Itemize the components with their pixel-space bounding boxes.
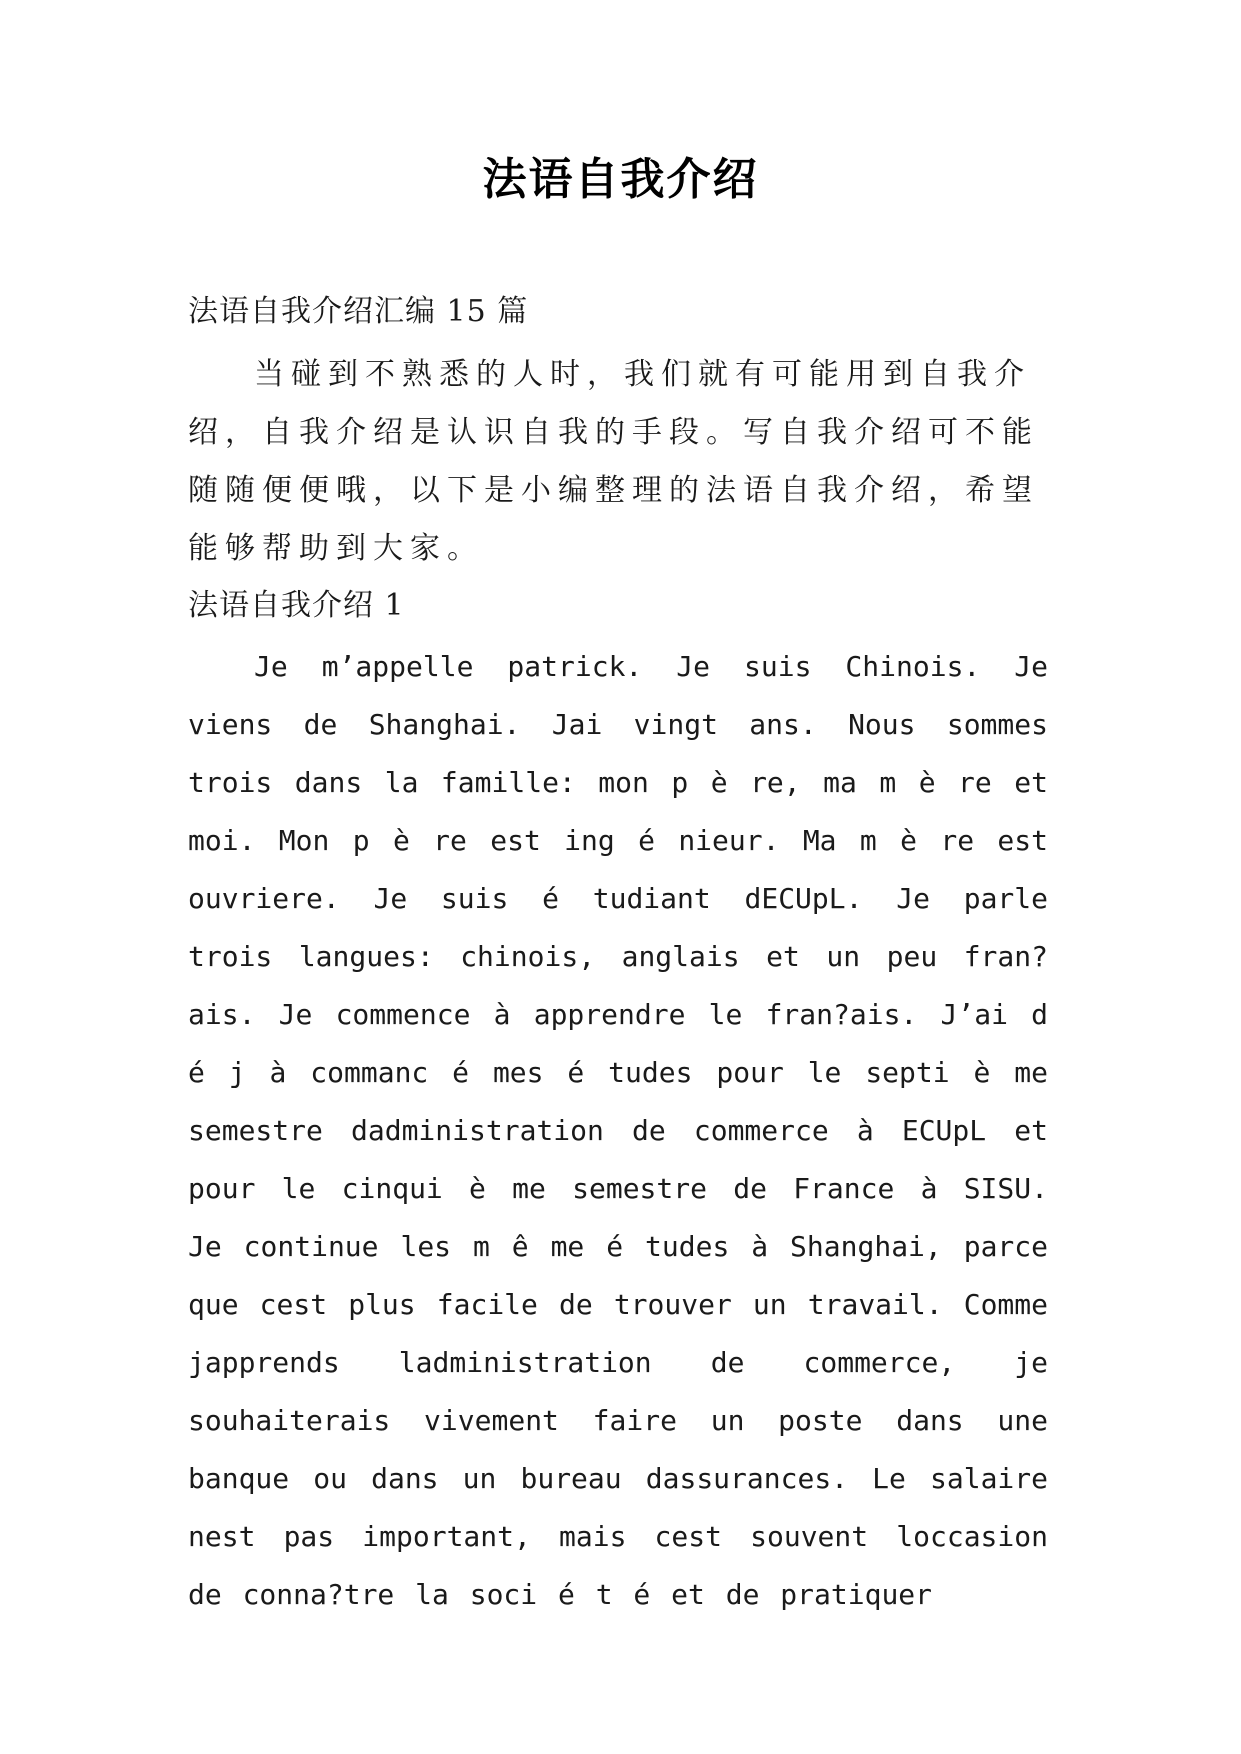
section-heading: 法语自我介绍 1 [188,588,405,623]
intro-paragraph: 当碰到不熟悉的人时，我们就有可能用到自我介绍，自我介绍是认识自我的手段。写自我介绍可不能随随便便哦，以下是小编整理的法语自我介绍，希望能够帮助到大家。 [188,357,1039,566]
section-body-paragraph: Je m’appelle patrick. Je suis Chinois. Je viens de Shanghai. Jai vingt ans. Nous sommes trois dans la famille: mon p è re, ma m è re et moi. Mon p è re est ing é nieur. Ma m è re est ouvriere. Je suis é tudiant dECUpL. Je parle trois langues: chinois, anglais et un peu fran?ais. Je commence à apprendre le fran?ais. J’ai d é j à commanc é mes é tudes pour le septi è me semestre dadministration de commerce à ECUpL et pour le cinqui è me semestre de France à SISU. Je continue les m ê me é tudes à Shanghai, parce que cest plus facile de trouver un travail. Comme japprends ladministration de commerce, je souhaiterais vivement faire un poste dans une banque ou dans un bureau dassurances. Le salaire nest pas important, mais cest souvent loccasion de conna?tre la soci é t é et de pratiquer [188,650,1048,1611]
page-title: 法语自我介绍 [482,154,759,205]
document-subtitle: 法语自我介绍汇编 15 篇 [188,294,529,329]
